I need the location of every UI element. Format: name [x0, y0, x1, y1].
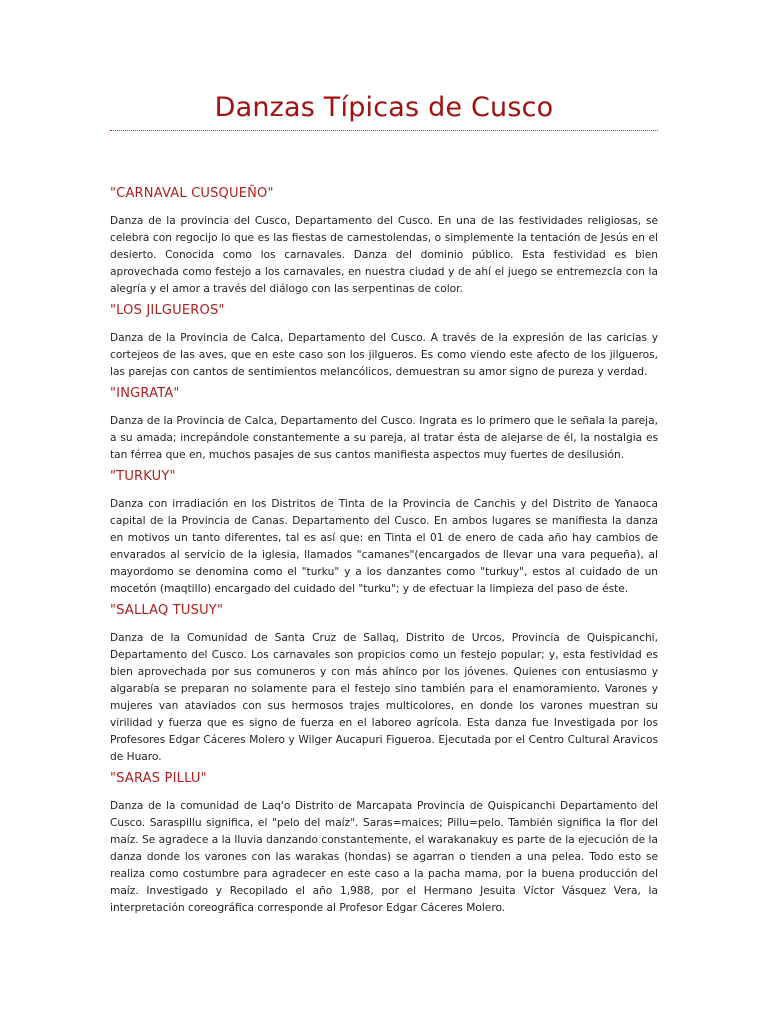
- section-body: Danza de la provincia del Cusco, Departamento del Cusco. En una de las festividades religiosas, se celebra con regocijo lo que es las fiestas de carnestolendas, o simplemente la tentación de Jesús en el desierto. Conocida como los carnavales. Danza del dominio público. Esta festividad es bien aprovechada como festejo a los carnavales, en nuestra ciudad y de ahí el juego se entremezcla con la alegría y el amor a través del diálogo con las serpentinas de color.: [110, 215, 658, 295]
- section-body: Danza de la Comunidad de Santa Cruz de Sallaq, Distrito de Urcos, Provincia de Quispicanchi, Departamento del Cusco. Los carnavales son propicios como un festejo popular; y, esta festividad es bien aprovechada por sus comuneros y con más ahínco por los jóvenes. Quienes con entusiasmo y algarabía se preparan no solamente para el festejo sino también para el enamoramiento. Varones y mujeres van ataviados con sus hermosos trajes multicolores, en donde los varones muestran su virilidad y fuerza que es signo de fuerza en el laboreo agrícola. Esta danza fue Investigada por los Profesores Edgar Cáceres Molero y Wilger Aucapuri Figueroa. Ejecutada por el Centro Cultural Aravicos de Huaro.: [110, 632, 658, 763]
- section-carnaval-cusqueno: [110, 185, 658, 298]
- section-heading: "LOS JILGUEROS": [110, 303, 225, 318]
- section-heading: "INGRATA": [110, 386, 180, 401]
- page-title: Danzas Típicas de Cusco: [214, 92, 554, 123]
- section-sallaq-tusuy: [110, 602, 658, 766]
- section-heading: "SALLAQ TUSUY": [110, 603, 224, 618]
- section-body: Danza con irradiación en los Distritos de Tinta de la Provincia de Canchis y del Distrito de Yanaoca capital de la Provincia de Canas. Departamento del Cusco. En ambos lugares se manifiesta la danza en motivos un tanto diferentes, tal es así que: en Tinta el 01 de enero de cada año hay cambios de envarados al servicio de la iglesia, llamados "camanes"(encargados de llevar una vara pequeña), al mayordomo se denomina como el "turku" y a los danzantes como "turkuy", estos al cuidado de un mocetón (maqtillo) encargado del cuidado del "turku"; y de efectuar la limpieza del paso de éste.: [110, 498, 658, 595]
- section-los-jilgueros: [110, 302, 658, 381]
- section-turkuy: [110, 468, 658, 598]
- section-heading: "TURKUY": [110, 469, 176, 484]
- section-body: Danza de la Provincia de Calca, Departamento del Cusco. Ingrata es lo primero que le señala la pareja, a su amada; increpándole constantemente a su pareja, al tratar ésta de alejarse de él, la nostalgia es tan férrea que en, muchos pasajes de sus cantos manifiesta aspectos muy fuertes de desilusión.: [110, 415, 658, 461]
- section-body: Danza de la Provincia de Calca, Departamento del Cusco. A través de la expresión de las caricias y cortejeos de las aves, que en este caso son los jilgueros. Es como viendo este afecto de los jilgueros, las parejas con cantos de sentimientos melancólicos, demuestran su amor signo de pureza y verdad.: [110, 332, 658, 378]
- section-saras-pillu: [110, 770, 658, 917]
- section-heading: "SARAS PILLU": [110, 771, 207, 786]
- section-body: Danza de la comunidad de Laq'o Distrito de Marcapata Provincia de Quispicanchi Departamento del Cusco. Saraspillu significa, el "pelo del maíz". Saras=maices; Pillu=pelo. También significa la flor del maíz. Se agradece a la lluvia danzando constantemente, el warakanakuy es parte de la ejecución de la danza donde los varones con las warakas (hondas) se agarran o tienden a una pelea. Todo esto se realiza como costumbre para agradecer en este caso a la pacha mama, por la buena producción del maíz. Investigado y Recopilado el año 1,988, por el Hermano Jesuita Víctor Vásquez Vera, la interpretación coreográfica corresponde al Profesor Edgar Cáceres Molero.: [110, 800, 658, 914]
- dance-sections: [110, 185, 658, 917]
- section-heading: "CARNAVAL CUSQUEÑO": [110, 186, 274, 201]
- document-page: [110, 0, 658, 921]
- title-divider: [110, 130, 658, 131]
- section-ingrata: [110, 385, 658, 464]
